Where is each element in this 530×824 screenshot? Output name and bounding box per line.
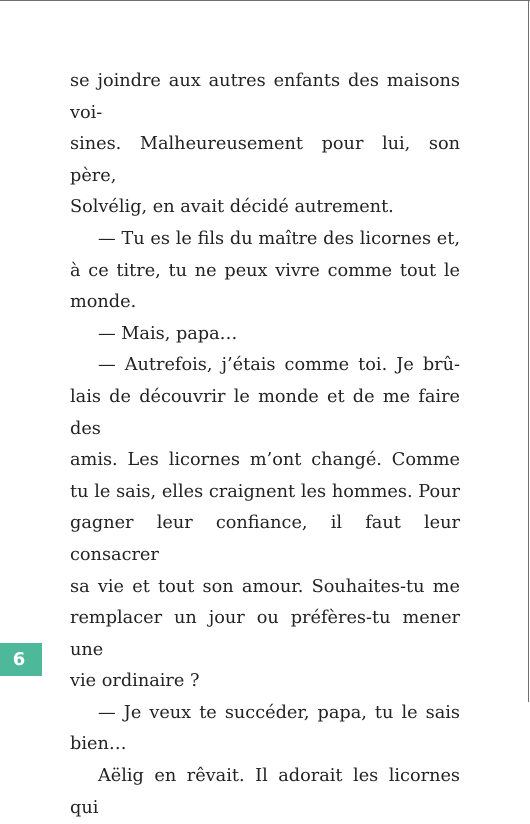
text-line: gagner leur confiance, il faut leur consacrer: [70, 513, 460, 565]
text-line: — Je veux te succéder, papa, tu le sais: [98, 702, 460, 723]
text-line: se joindre aux autres enfants des maisons voi-: [70, 71, 460, 123]
body-text: [70, 66, 460, 824]
paragraph: [70, 66, 460, 224]
text-line: Aëlig en rêvait. Il adorait les licornes qui: [70, 766, 460, 818]
text-line: — Tu es le fils du maître des licornes et,: [98, 228, 460, 249]
text-line: bien…: [70, 734, 127, 755]
text-line: — Autrefois, j’étais comme toi. Je brû-: [98, 355, 460, 376]
text-line: amis. Les licornes m’ont changé. Comme: [70, 450, 460, 471]
text-line: Solvélig, en avait décidé autrement.: [70, 197, 394, 218]
text-line: sines. Malheureusement pour lui, son père,: [70, 134, 460, 186]
right-border-line: [528, 0, 529, 702]
page-number: 6: [0, 643, 42, 676]
paragraph: [70, 761, 460, 824]
text-line: vie ordinaire ?: [70, 671, 200, 692]
paragraph: [70, 319, 460, 351]
top-border-line: [0, 0, 530, 1]
text-line: à ce titre, tu ne peux vivre comme tout le: [70, 260, 460, 281]
text-line: lais de découvrir le monde et de me faire des: [70, 386, 460, 439]
text-line: sa vie et tout son amour. Souhaites-tu me: [70, 576, 460, 597]
text-line: monde.: [70, 292, 137, 313]
paragraph: [70, 224, 460, 319]
text-line: remplacer un jour ou préfères-tu mener une: [70, 608, 460, 660]
paragraph: [70, 350, 460, 698]
paragraph: [70, 698, 460, 761]
text-line: tu le sais, elles craignent les hommes. Pour: [70, 481, 460, 502]
text-line: — Mais, papa…: [98, 323, 238, 344]
